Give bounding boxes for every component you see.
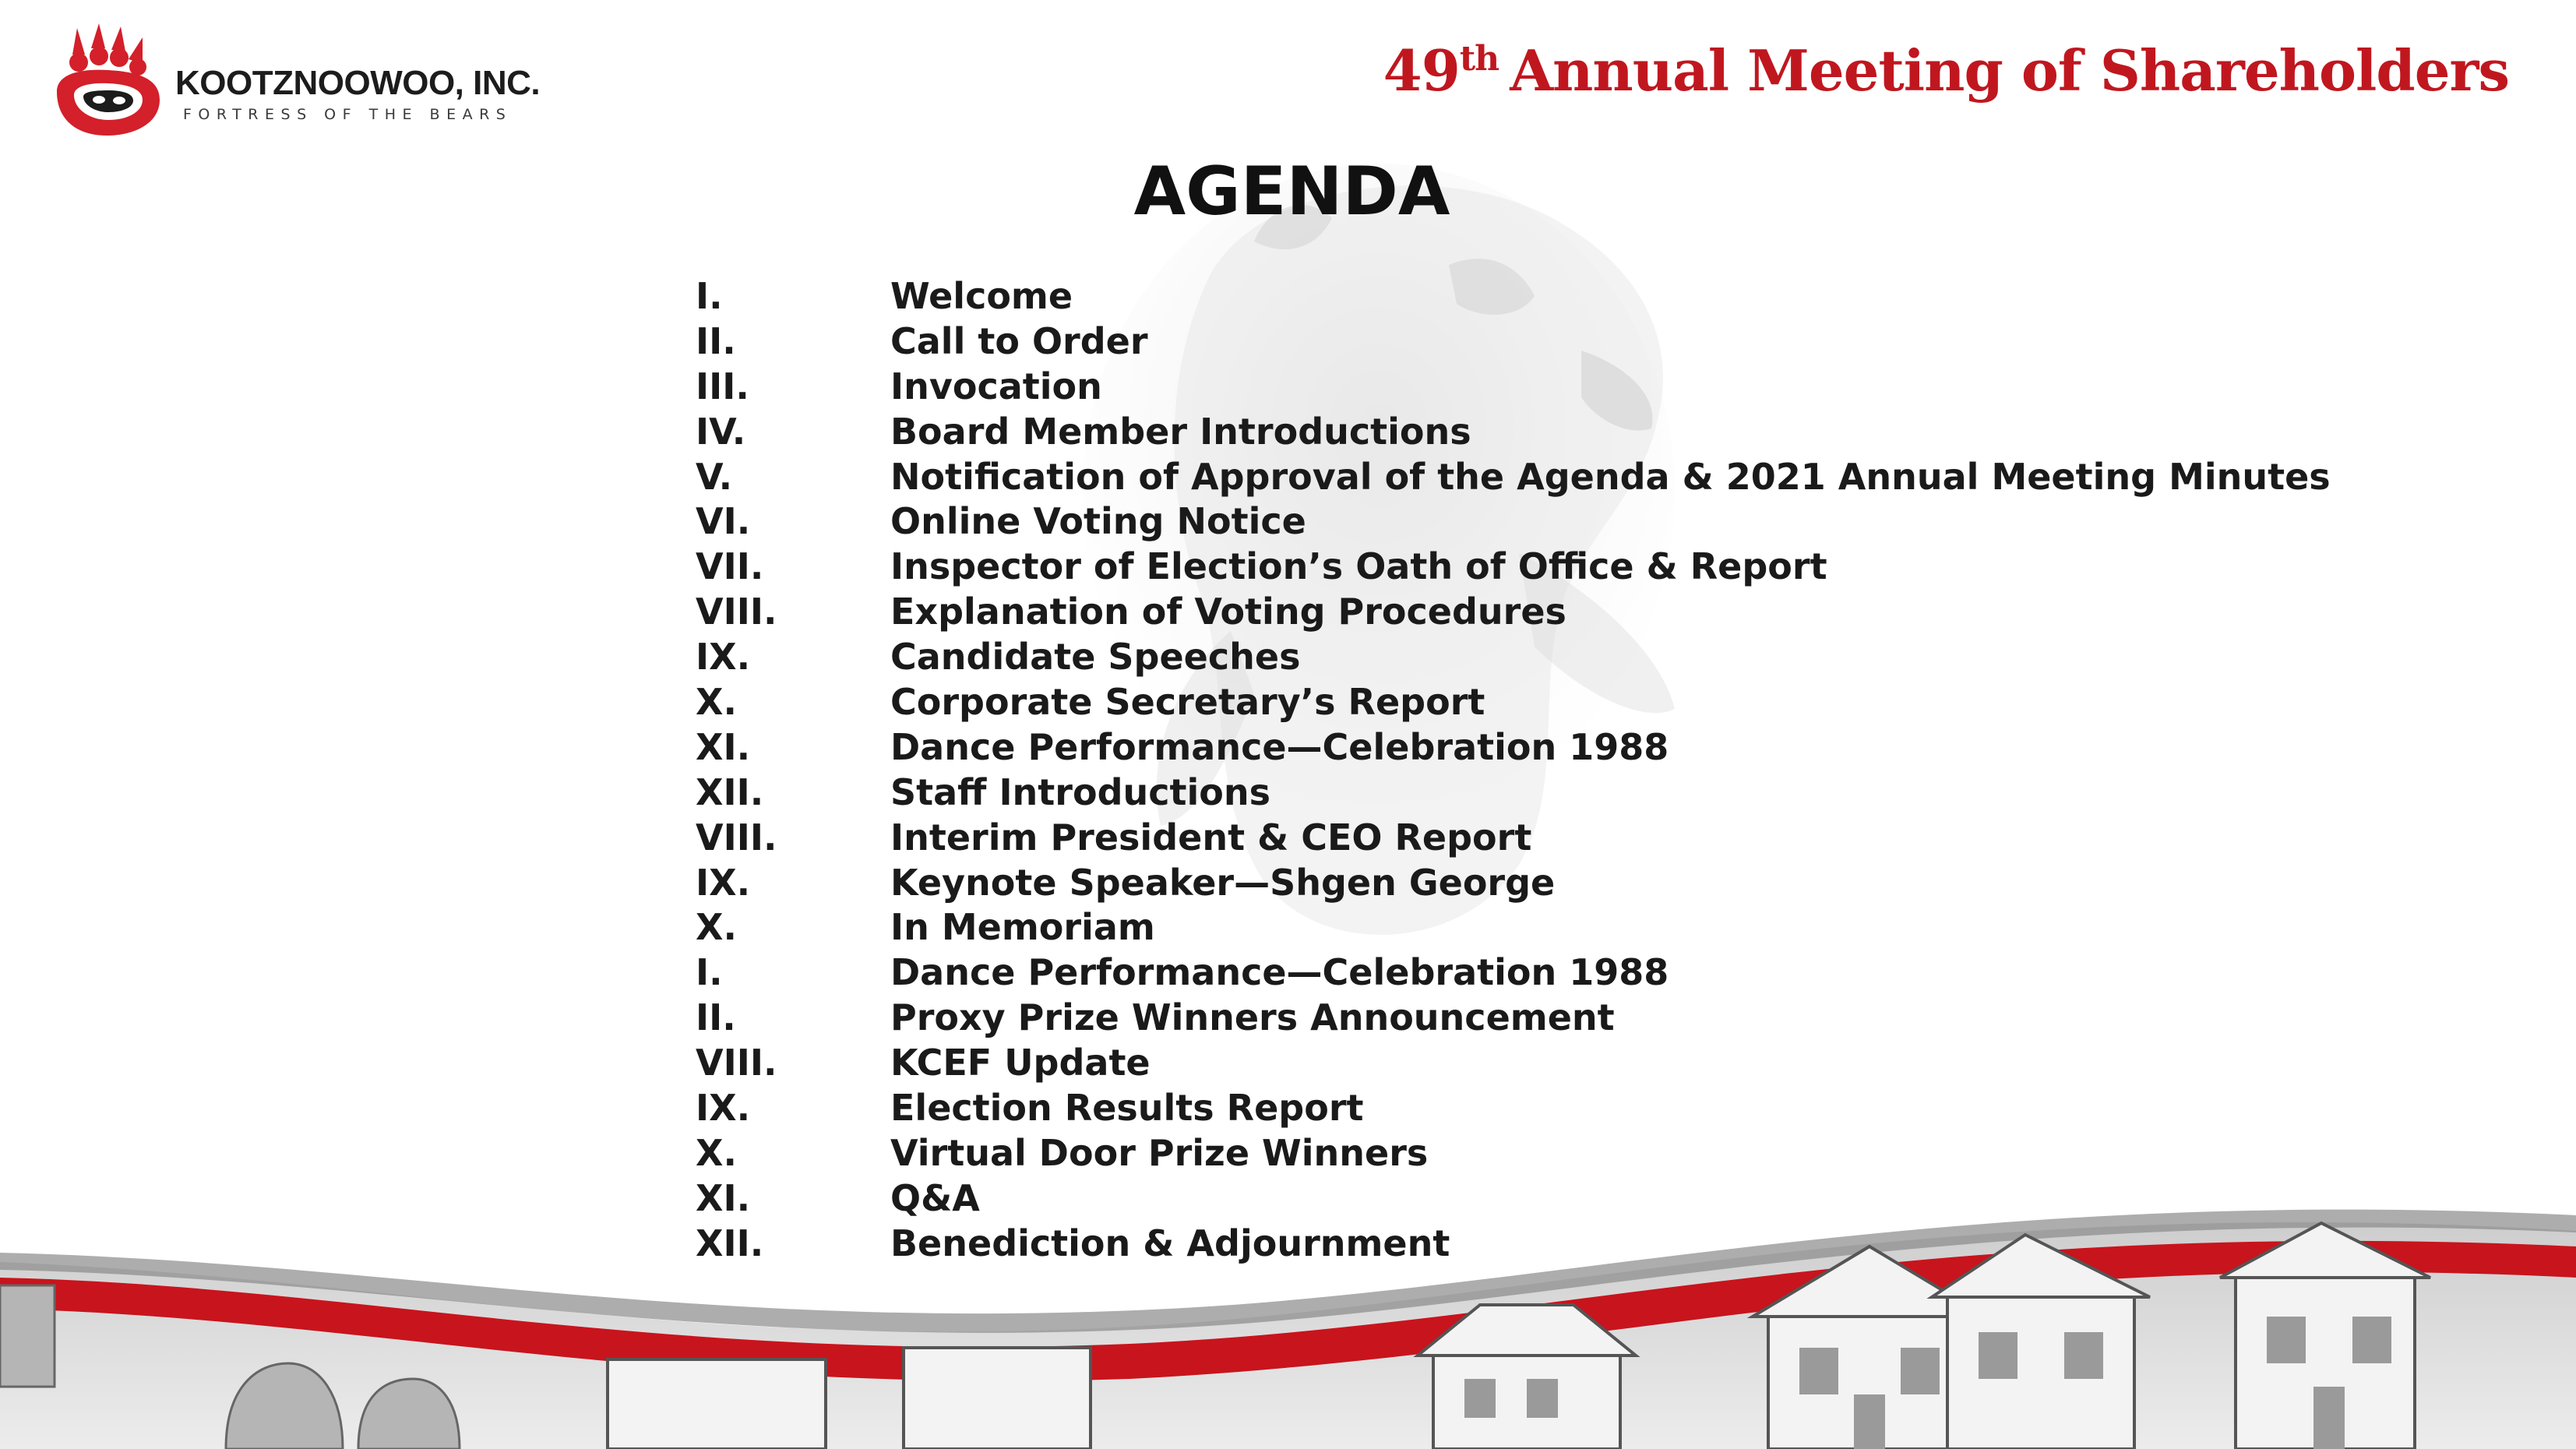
agenda-item-number: VIII.	[696, 591, 777, 633]
agenda-item	[696, 1131, 2331, 1176]
agenda-item	[696, 499, 2331, 545]
agenda-item-text: Explanation of Voting Procedures	[890, 591, 1566, 633]
agenda-item-number: XI.	[696, 1176, 751, 1219]
meeting-ordinal-number: 49	[1383, 37, 1460, 104]
agenda-item	[696, 1041, 2331, 1086]
agenda-item-text: Inspector of Election’s Oath of Office & Report	[890, 545, 1827, 588]
agenda-item-number: XII.	[696, 770, 764, 813]
agenda-item	[696, 455, 2331, 500]
meeting-title	[1383, 37, 2509, 104]
agenda-item	[696, 545, 2331, 590]
agenda-item-number: VI.	[696, 500, 751, 543]
agenda-item-number: IX.	[696, 861, 751, 904]
agenda-item-number: IX.	[696, 1087, 751, 1130]
agenda-item	[696, 861, 2331, 906]
agenda-item-text: Call to Order	[890, 319, 1148, 362]
agenda-item	[696, 770, 2331, 816]
bear-paw-icon	[43, 23, 167, 140]
agenda-item-text: Staff Introductions	[890, 770, 1271, 813]
agenda-item-text: Board Member Introductions	[890, 410, 1471, 453]
agenda-item-number: X.	[696, 906, 737, 949]
meeting-ordinal-suffix: th	[1459, 39, 1499, 79]
agenda-item-number: II.	[696, 319, 736, 362]
agenda-item	[696, 590, 2331, 635]
meeting-title-text: Annual Meeting of Shareholders	[1510, 37, 2509, 104]
agenda-item-text: Candidate Speeches	[890, 636, 1301, 679]
agenda-item	[696, 365, 2331, 410]
agenda-item	[696, 1086, 2331, 1131]
agenda-item-text: Notification of Approval of the Agenda & 2021 Annual Meeting Minutes	[890, 455, 2331, 498]
agenda-item	[696, 1222, 2331, 1267]
agenda-item-text: Benediction & Adjournment	[890, 1222, 1450, 1264]
agenda-item	[696, 996, 2331, 1041]
agenda-item-number: VIII.	[696, 816, 777, 858]
agenda-item-number: VIII.	[696, 1042, 777, 1084]
agenda-item-text: Invocation	[890, 365, 1102, 407]
agenda-item	[696, 950, 2331, 996]
agenda-item-number: X.	[696, 681, 737, 724]
company-logo	[43, 23, 541, 140]
company-name: KOOTZNOOWOO, INC.	[175, 64, 541, 102]
agenda-item-text: KCEF Update	[890, 1042, 1151, 1084]
agenda-list	[696, 274, 2331, 1267]
agenda-item-number: IV.	[696, 410, 746, 453]
agenda-item-number: VII.	[696, 545, 764, 588]
agenda-item-number: IX.	[696, 636, 751, 679]
agenda-item-number: III.	[696, 365, 749, 407]
agenda-item-text: Keynote Speaker—Shgen George	[890, 861, 1556, 904]
agenda-item	[696, 680, 2331, 725]
agenda-item	[696, 1176, 2331, 1222]
agenda-item	[696, 725, 2331, 770]
agenda-item-text: In Memoriam	[890, 906, 1155, 949]
agenda-item-text: Dance Performance—Celebration 1988	[890, 725, 1669, 768]
agenda-item-number: I.	[696, 275, 723, 317]
company-tagline: FORTRESS OF THE BEARS	[183, 106, 513, 123]
agenda-item-text: Q&A	[890, 1176, 980, 1219]
agenda-item	[696, 635, 2331, 680]
agenda-item-text: Online Voting Notice	[890, 500, 1306, 543]
agenda-item-text: Welcome	[890, 275, 1073, 317]
agenda-item	[696, 319, 2331, 365]
agenda-item-text: Proxy Prize Winners Announcement	[890, 996, 1615, 1039]
agenda-item	[696, 816, 2331, 861]
agenda-item-number: V.	[696, 455, 733, 498]
agenda-item-number: II.	[696, 996, 736, 1039]
agenda-item	[696, 905, 2331, 950]
agenda-item	[696, 274, 2331, 319]
agenda-item-text: Interim President & CEO Report	[890, 816, 1532, 858]
agenda-item-number: XII.	[696, 1222, 764, 1264]
agenda-item-text: Virtual Door Prize Winners	[890, 1131, 1429, 1174]
agenda-heading: AGENDA	[1133, 153, 1450, 231]
agenda-item-text: Dance Performance—Celebration 1988	[890, 951, 1669, 994]
agenda-item	[696, 410, 2331, 455]
agenda-item-number: X.	[696, 1131, 737, 1174]
agenda-item-number: XI.	[696, 725, 751, 768]
agenda-item-number: I.	[696, 951, 723, 994]
agenda-item-text: Election Results Report	[890, 1087, 1364, 1130]
agenda-item-text: Corporate Secretary’s Report	[890, 681, 1485, 724]
